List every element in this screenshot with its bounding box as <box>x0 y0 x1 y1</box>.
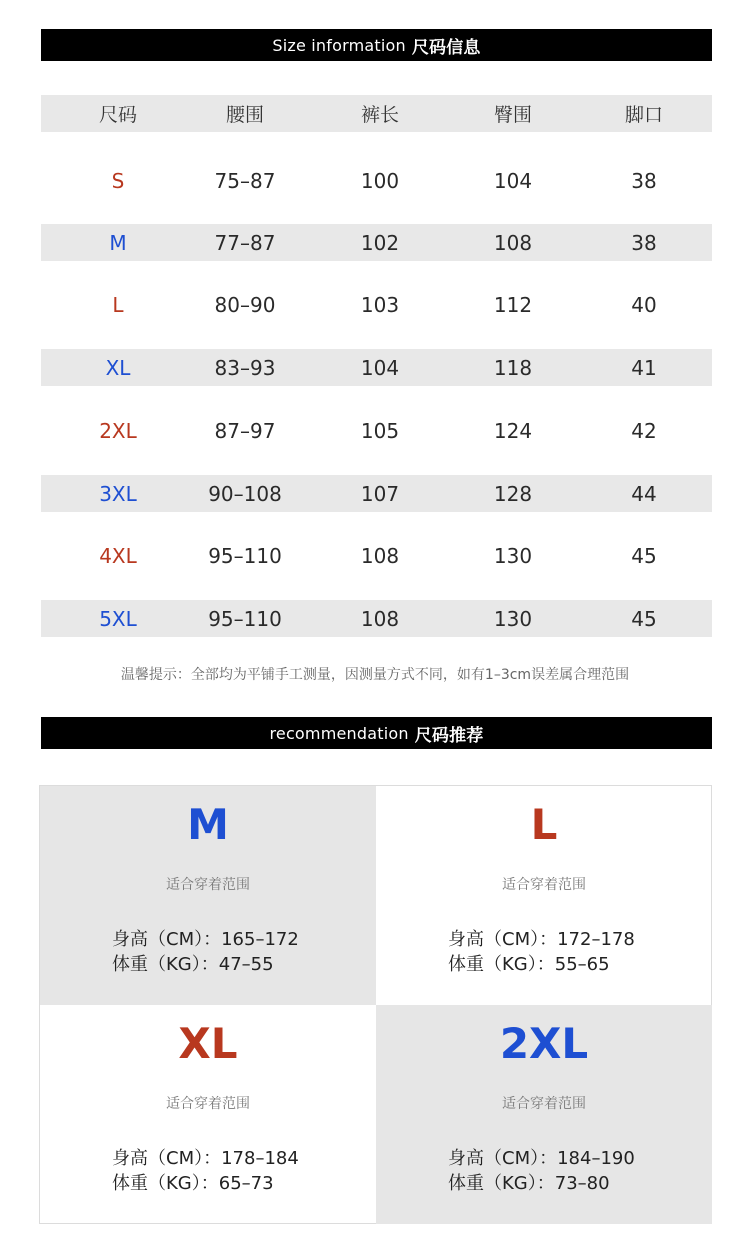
size-info-banner <box>41 29 712 61</box>
row-hem: 41 <box>631 355 657 380</box>
recommendation-card-xl <box>40 1005 376 1224</box>
rec-weight: 体重（KG）：73–80 <box>448 1173 610 1194</box>
row-hem: 40 <box>631 292 657 317</box>
row-length: 100 <box>360 168 400 193</box>
table-row <box>41 162 712 199</box>
row-hem: 45 <box>631 543 657 568</box>
row-waist: 80–90 <box>214 292 276 317</box>
table-row <box>41 286 712 323</box>
table-row <box>41 475 712 512</box>
row-hip: 108 <box>493 230 533 255</box>
row-size: L <box>112 292 124 317</box>
measurement-note: 温馨提示：全部均为平铺手工测量，因测量方式不同，如有1–3cm误差属合理范围 <box>120 667 630 683</box>
table-row <box>41 412 712 449</box>
rec-weight: 体重（KG）：55–65 <box>448 954 610 975</box>
table-row <box>41 224 712 261</box>
row-waist: 95–110 <box>208 606 282 631</box>
recommendation-card-l <box>376 786 712 1005</box>
row-hem: 38 <box>631 230 657 255</box>
rec-size-label: XL <box>178 1019 238 1068</box>
table-row <box>41 600 712 637</box>
rec-size-label: 2XL <box>499 1019 589 1068</box>
row-length: 107 <box>360 481 400 506</box>
recommendation-title-en: recommendation <box>269 723 409 743</box>
row-hem: 45 <box>631 606 657 631</box>
row-size: 2XL <box>99 418 137 443</box>
row-hip: 128 <box>493 481 533 506</box>
row-waist: 90–108 <box>208 481 282 506</box>
rec-size-label: M <box>187 800 229 849</box>
recommendation-card-2xl <box>376 1005 712 1224</box>
recommendation-card-m <box>40 786 376 1005</box>
row-size: 3XL <box>99 481 137 506</box>
rec-height: 身高（CM）：178–184 <box>112 1148 299 1169</box>
recommendation-grid <box>39 785 712 1224</box>
row-hem: 42 <box>631 418 657 443</box>
row-length: 104 <box>360 355 400 380</box>
table-header-row <box>41 95 712 132</box>
row-size: XL <box>105 355 131 380</box>
rec-subtitle: 适合穿着范围 <box>502 877 586 893</box>
row-hem: 38 <box>631 168 657 193</box>
size-info-title-zh: 尺码信息 <box>411 37 481 58</box>
rec-subtitle: 适合穿着范围 <box>166 877 250 893</box>
rec-height: 身高（CM）：184–190 <box>448 1148 635 1169</box>
header-hip: 臀围 <box>493 104 532 126</box>
row-waist: 77–87 <box>214 230 276 255</box>
row-length: 102 <box>360 230 400 255</box>
rec-weight: 体重（KG）：47–55 <box>112 954 274 975</box>
row-hip: 130 <box>493 606 533 631</box>
row-length: 105 <box>360 418 400 443</box>
table-row <box>41 349 712 386</box>
row-hip: 124 <box>493 418 533 443</box>
row-waist: 95–110 <box>208 543 282 568</box>
row-length: 108 <box>360 543 400 568</box>
row-hem: 44 <box>631 481 657 506</box>
row-size: 5XL <box>99 606 137 631</box>
row-length: 108 <box>360 606 400 631</box>
rec-subtitle: 适合穿着范围 <box>502 1096 586 1112</box>
recommendation-banner <box>41 717 712 749</box>
header-length: 裤长 <box>360 104 399 126</box>
row-waist: 83–93 <box>214 355 276 380</box>
row-size: 4XL <box>99 543 137 568</box>
header-size: 尺码 <box>98 104 137 126</box>
row-hip: 118 <box>493 355 533 380</box>
row-hip: 104 <box>493 168 533 193</box>
size-table <box>41 95 712 637</box>
row-waist: 87–97 <box>214 418 276 443</box>
header-waist: 腰围 <box>225 104 264 126</box>
rec-subtitle: 适合穿着范围 <box>166 1096 250 1112</box>
rec-height: 身高（CM）：172–178 <box>448 929 635 950</box>
header-hem: 脚口 <box>624 104 663 126</box>
size-info-title-en: Size information <box>272 35 406 55</box>
row-size: M <box>109 230 127 255</box>
row-waist: 75–87 <box>214 168 276 193</box>
rec-weight: 体重（KG）：65–73 <box>112 1173 274 1194</box>
row-length: 103 <box>360 292 400 317</box>
row-hip: 112 <box>493 292 533 317</box>
row-hip: 130 <box>493 543 533 568</box>
recommendation-title-zh: 尺码推荐 <box>414 725 484 746</box>
row-size: S <box>111 168 125 193</box>
table-row <box>41 537 712 574</box>
rec-size-label: L <box>530 800 558 849</box>
rec-height: 身高（CM）：165–172 <box>112 929 299 950</box>
